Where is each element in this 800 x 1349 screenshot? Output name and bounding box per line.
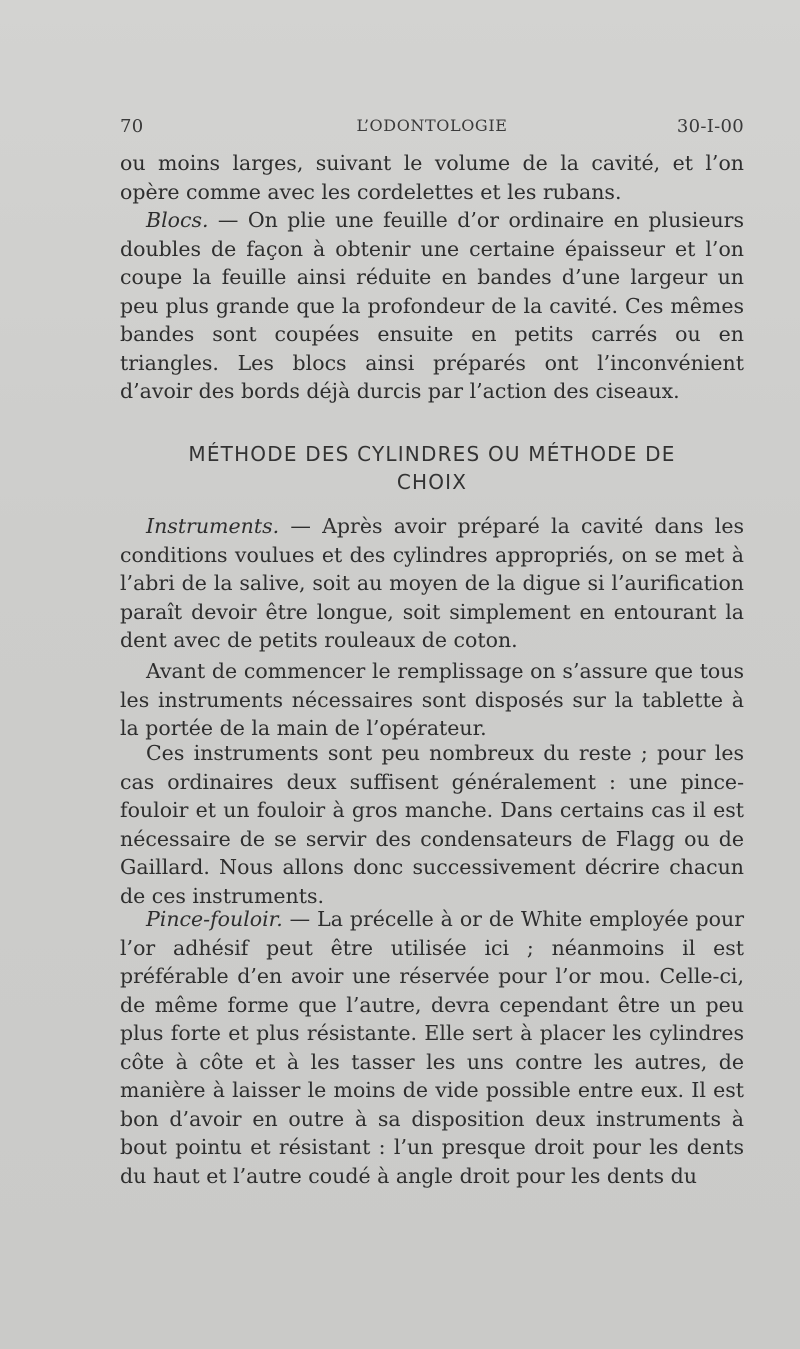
paragraph-lead: Instruments. xyxy=(146,514,280,538)
section-heading-line: CHOIX xyxy=(396,470,468,494)
paragraph-blocs xyxy=(120,206,744,406)
issue-date: 30-I-00 xyxy=(676,116,744,137)
paragraph-pince-fouloir xyxy=(120,905,744,1190)
journal-title: L’ODONTOLOGIE xyxy=(356,116,508,135)
running-header xyxy=(120,116,744,142)
paragraph-text: — On plie une feuille d’or ordinaire en plusieurs doubles de façon à obtenir une certaine épaisseur et l’on coupe la feuille ainsi réduite en bandes d’une largeur un peu plus grande que la profondeur de la cavité. Ces mêmes bandes sont coupées ensuite en petits carrés ou en triangles. Les blocs ainsi préparés ont l’inconvénient d’avoir des bords déjà durcis par l’action des ciseaux. xyxy=(120,208,744,403)
paragraph-text: — La précelle à or de White employée pour l’or adhésif peut être utilisée ici ; néanmoins il est préférable d’en avoir une réservée pour l’or mou. Celle-ci, de même forme que l’autre, devra cependant être un peu plus forte et plus résistante. Elle sert à placer les cylindres côte à côte et à les tasser les uns contre les autres, de manière à laisser le moins de vide possible entre eux. Il est bon d’avoir en outre à sa disposition deux instruments à bout pointu et résistant : l’un presque droit pour les dents du haut et l’autre coudé à angle droit pour les dents du xyxy=(120,907,744,1188)
page-number: 70 xyxy=(120,116,144,137)
paragraph-text: Avant de commencer le remplissage on s’assure que tous les instruments nécessaires sont disposés sur la tablette à la portée de la main de l’opérateur. xyxy=(120,659,744,740)
paragraph-text: ou moins larges, suivant le volume de la cavité, et l’on opère comme avec les cordelettes et les rubans. xyxy=(120,151,744,204)
paragraph-instruments xyxy=(120,512,744,655)
paragraph-ces-instruments xyxy=(120,739,744,910)
paragraph-text: — Après avoir préparé la cavité dans les conditions voulues et des cylindres appropriés, on se met à l’abri de la salive, soit au moyen de la digue si l’aurification paraît devoir être longue, soit simplement en entourant la dent avec de petits rouleaux de coton. xyxy=(120,514,744,652)
paragraph-lead: Blocs. xyxy=(146,208,209,232)
paragraph-avant xyxy=(120,657,744,743)
paragraph-text: Ces instruments sont peu nombreux du reste ; pour les cas ordinaires deux suffisent généralement : une pince-fouloir et un fouloir à gros manche. Dans certains cas il est nécessaire de se servir des condensateurs de Flagg ou de Gaillard. Nous allons donc successivement décrire chacun de ces instruments. xyxy=(120,741,744,908)
paragraph-lead: Pince-fouloir. xyxy=(146,907,283,931)
paragraph-continuation xyxy=(120,149,744,206)
section-heading xyxy=(120,440,744,496)
section-heading-line: MÉTHODE DES CYLINDRES OU MÉTHODE DE xyxy=(188,442,676,466)
